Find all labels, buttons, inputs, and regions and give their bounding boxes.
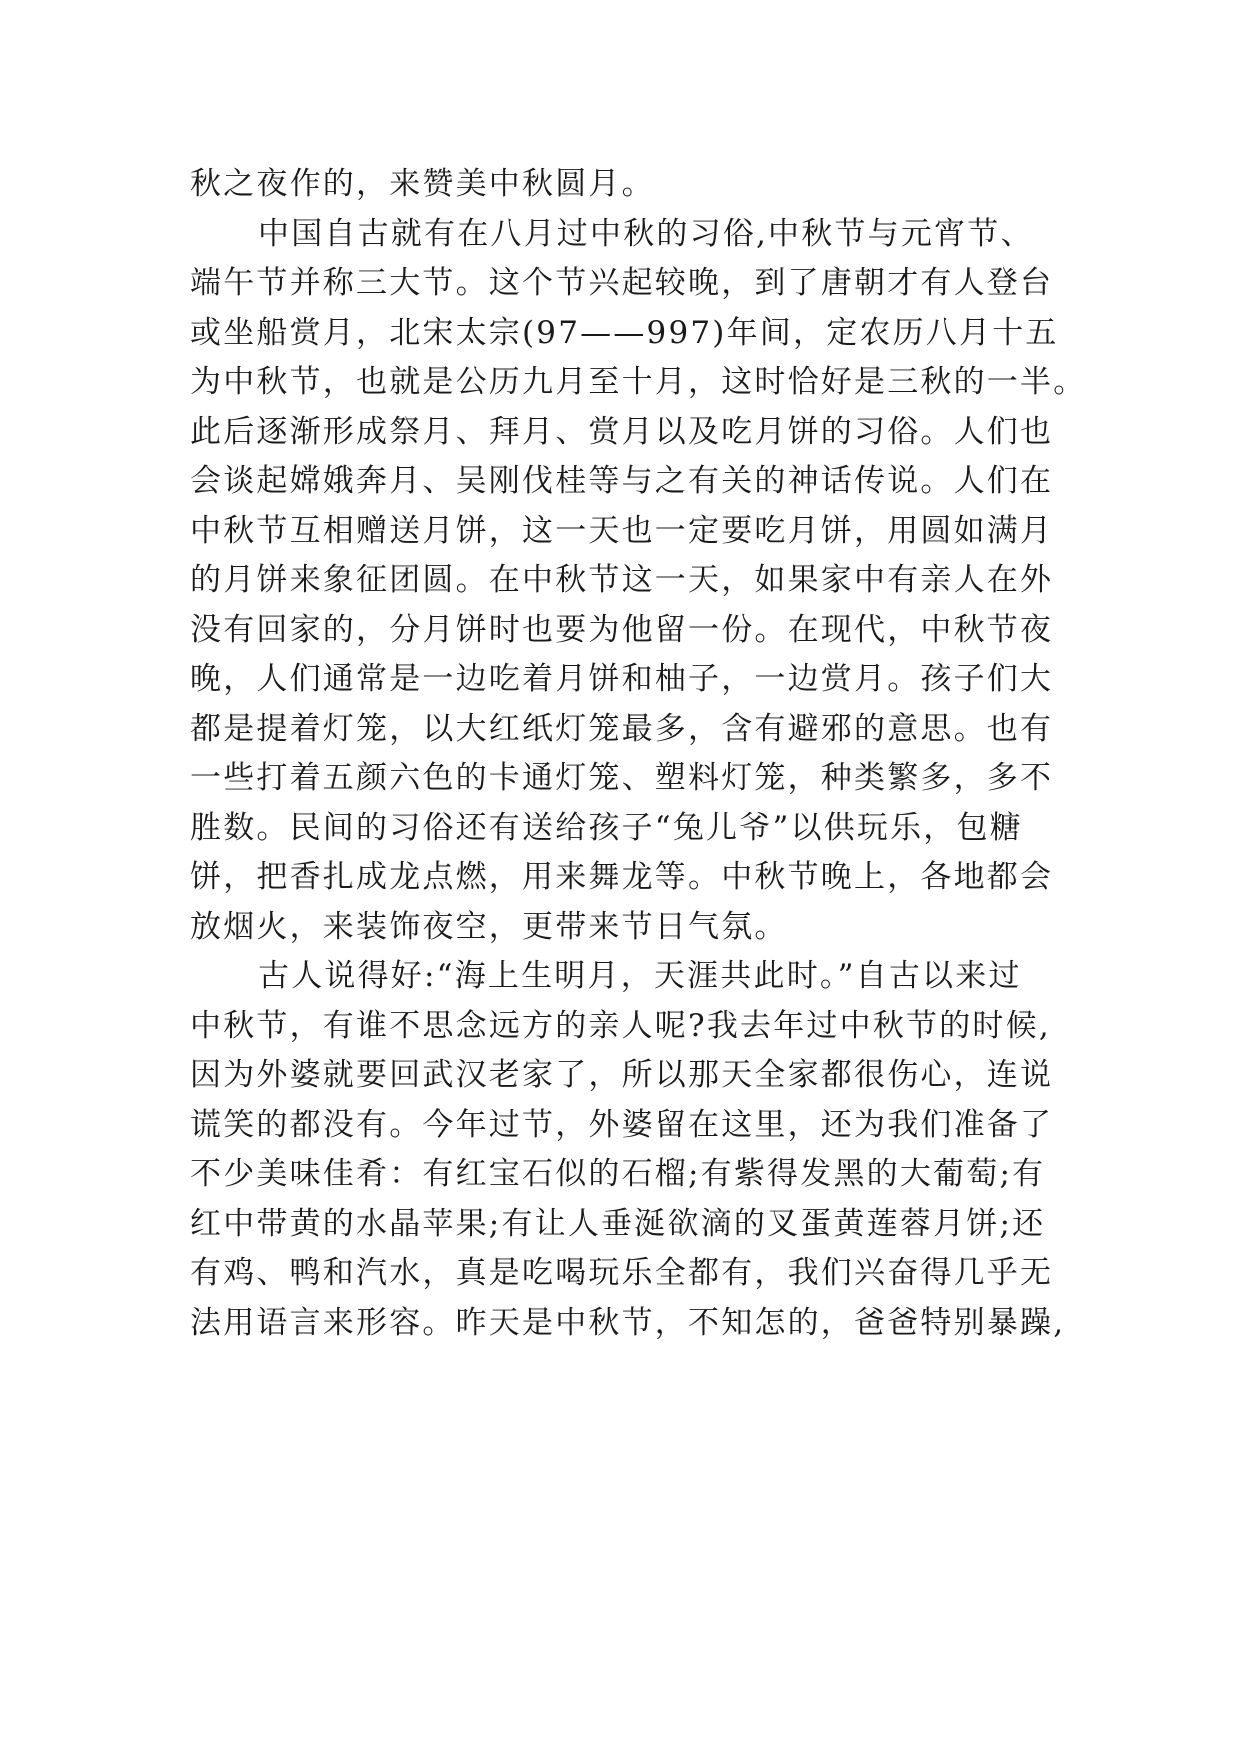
text-line: 都是提着灯笼，以大红纸灯笼最多，含有避邪的意思。也有 <box>190 710 1054 747</box>
text-line: 中秋节，有谁不思念远方的亲人呢?我去年过中秋节的时候, <box>190 1007 1051 1044</box>
text-line: 胜数。民间的习俗还有送给孩子“兔儿爷”以供玩乐，包糖 <box>190 809 1023 846</box>
text-line: 不少美味佳肴：有红宝石似的石榴;有紫得发黑的大葡萄;有 <box>190 1156 1046 1192</box>
text-line: 一些打着五颜六色的卡通灯笼、塑料灯笼，种类繁多，多不 <box>190 760 1054 796</box>
text-line: 为中秋节，也就是公历九月至十月，这时恰好是三秋的一半。 <box>190 364 1087 400</box>
text-line: 有鸡、鸭和汽水，真是吃喝玩乐全都有，我们兴奋得几乎无 <box>190 1255 1054 1291</box>
paragraph-first-line: 古人说得好:“海上生明月，天涯共此时。”自古以来过 <box>258 958 1022 994</box>
text-line: 秋之夜作的，来赞美中秋圆月。 <box>190 166 655 202</box>
text-line: 放烟火，来装饰夜空，更带来节日气氛。 <box>190 908 788 945</box>
text-line: 晚，人们通常是一边吃着月饼和柚子，一边赏月。孩子们大 <box>190 661 1054 697</box>
text-line: 红中带黄的水晶苹果;有让人垂涎欲滴的叉蛋黄莲蓉月饼;还 <box>190 1205 1046 1242</box>
text-line: 或坐船赏月，北宋太宗(97——997)年间，定农历八月十五 <box>190 314 1059 351</box>
text-line: 此后逐渐形成祭月、拜月、赏月以及吃月饼的习俗。人们也 <box>190 413 1054 450</box>
text-line: 因为外婆就要回武汉老家了，所以那天全家都很伤心，连说 <box>190 1057 1054 1093</box>
text-line: 没有回家的，分月饼时也要为他留一份。在现代，中秋节夜 <box>190 611 1054 648</box>
document-body <box>190 160 1087 1348</box>
text-line: 会谈起嫦娥奔月、吴刚伐桂等与之有关的神话传说。人们在 <box>190 463 1054 499</box>
text-line: 法用语言来形容。昨天是中秋节，不知怎的，爸爸特别暴躁, <box>190 1304 1066 1341</box>
text-line: 端午节并称三大节。这个节兴起较晚，到了唐朝才有人登台 <box>190 265 1054 301</box>
paragraph-first-line: 中国自古就有在八月过中秋的习俗,中秋节与元宵节、 <box>258 215 1034 252</box>
text-line: 中秋节互相赠送月饼，这一天也一定要吃月饼，用圆如满月 <box>190 512 1054 549</box>
text-line: 饼，把香扎成龙点燃，用来舞龙等。中秋节晚上，各地都会 <box>190 859 1054 895</box>
text-line: 的月饼来象征团圆。在中秋节这一天，如果家中有亲人在外 <box>190 562 1054 598</box>
text-line: 谎笑的都没有。今年过节，外婆留在这里，还为我们准备了 <box>190 1106 1054 1143</box>
